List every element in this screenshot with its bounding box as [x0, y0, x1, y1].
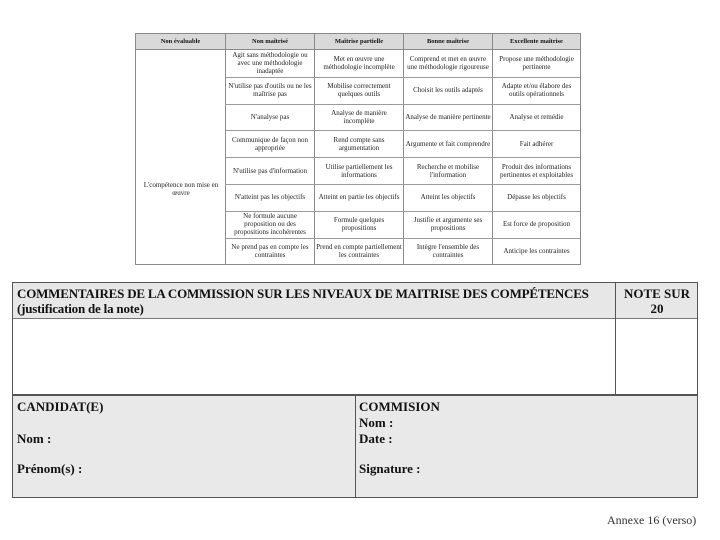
- grid-cell: Ne formule aucune proposition ou des propositions incohérentes: [234, 212, 306, 237]
- grid-cell: Ne prend pas en compte les contraintes: [231, 242, 309, 259]
- grid-cell: Communique de façon non appropriée: [231, 135, 308, 152]
- candidate-nom-label: Nom :: [17, 431, 52, 446]
- header-non-maitrise: Non maîtrisé: [226, 34, 315, 50]
- grid-cell: Anticipe les contraintes: [503, 246, 570, 255]
- commission-date-label: Date :: [359, 431, 393, 446]
- grid-cell: Rend compte sans argumentation: [333, 135, 385, 152]
- signature-divider: [355, 396, 356, 497]
- candidate-title: CANDIDAT(E): [17, 399, 104, 414]
- grid-cell: Propose une méthodologie pertinente: [499, 55, 574, 72]
- grid-cell: Fait adhérer: [519, 139, 554, 148]
- grid-cell: Justifie et argumente ses propositions: [413, 216, 483, 233]
- grid-cell: Mobilise correctement quelques outils: [327, 82, 391, 99]
- grid-cell: Atteint en partie les objectifs: [318, 193, 400, 202]
- signature-section: [12, 395, 698, 498]
- grid-cell: Atteint les objectifs: [420, 193, 476, 202]
- grid-cell: N'atteint pas les objectifs: [234, 193, 306, 202]
- grid-cell: Recherche et mobilise l'information: [416, 162, 480, 179]
- footer-annex: Annexe 16 (verso): [607, 513, 697, 527]
- grid-cell: Agit sans méthodologie ou avec une méthodologie inadaptée: [232, 51, 308, 76]
- grid-cell: Formule quelques propositions: [333, 216, 385, 233]
- grid-cell: Met en œuvre une méthodologie incomplète: [323, 55, 395, 72]
- competence-grid: [135, 33, 581, 265]
- note-divider: [615, 283, 616, 394]
- grid-cell: Intègre l'ensemble des contraintes: [416, 242, 480, 259]
- header-bonne-maitrise: Bonne maîtrise: [404, 34, 493, 50]
- grid-cell: Analyse de manière pertinente: [405, 112, 491, 121]
- grid-cell: N'analyse pas: [250, 112, 290, 121]
- grid-cell: Dépasse les objectifs: [507, 193, 566, 202]
- grid-cell: Prend en compte partiellement les contraintes: [316, 242, 402, 259]
- header-maitrise-partielle: Maîtrise partielle: [315, 34, 404, 50]
- grid-cell: Argumente et fait comprendre: [405, 139, 491, 148]
- grid-cell: Adapte et/ou élabore des outils opérationnels: [501, 82, 572, 99]
- commission-signature-label: Signature :: [359, 461, 421, 476]
- header-excellente-maitrise: Excellente maîtrise: [493, 34, 580, 50]
- comments-title: COMMENTAIRES DE LA COMMISSION SUR LES NIVEAUX DE MAITRISE DES COMPÉTENCES (justification de la note): [17, 286, 589, 316]
- grid-cell: N'utilise pas d'information: [232, 166, 308, 175]
- comments-section: [12, 282, 698, 395]
- note-label: NOTE SUR 20: [623, 286, 691, 316]
- header-non-evaluable: Non évaluable: [136, 34, 226, 50]
- grid-cell: Analyse de manière incomplète: [331, 108, 387, 125]
- grid-cell: Choisit les outils adaptés: [413, 86, 483, 95]
- grid-cell: Est force de proposition: [502, 220, 571, 229]
- grid-cell: Analyse et remédie: [509, 112, 564, 121]
- commission-nom-label: Nom :: [359, 415, 394, 430]
- commission-title: COMMISION: [359, 399, 440, 414]
- grid-cell: Comprend et met en œuvre une méthodologie rigoureuse: [407, 55, 489, 72]
- grid-cell: N'utilise pas d'outils ou ne les maîtrise pas: [228, 82, 312, 99]
- first-column-text: L'compétence non mise en œuvre: [143, 181, 219, 197]
- grid-cell: Utilise partiellement les informations: [325, 162, 393, 179]
- candidate-prenom-label: Prénom(s) :: [17, 461, 83, 476]
- grid-cell: Produit des informations pertinentes et exploitables: [499, 162, 574, 179]
